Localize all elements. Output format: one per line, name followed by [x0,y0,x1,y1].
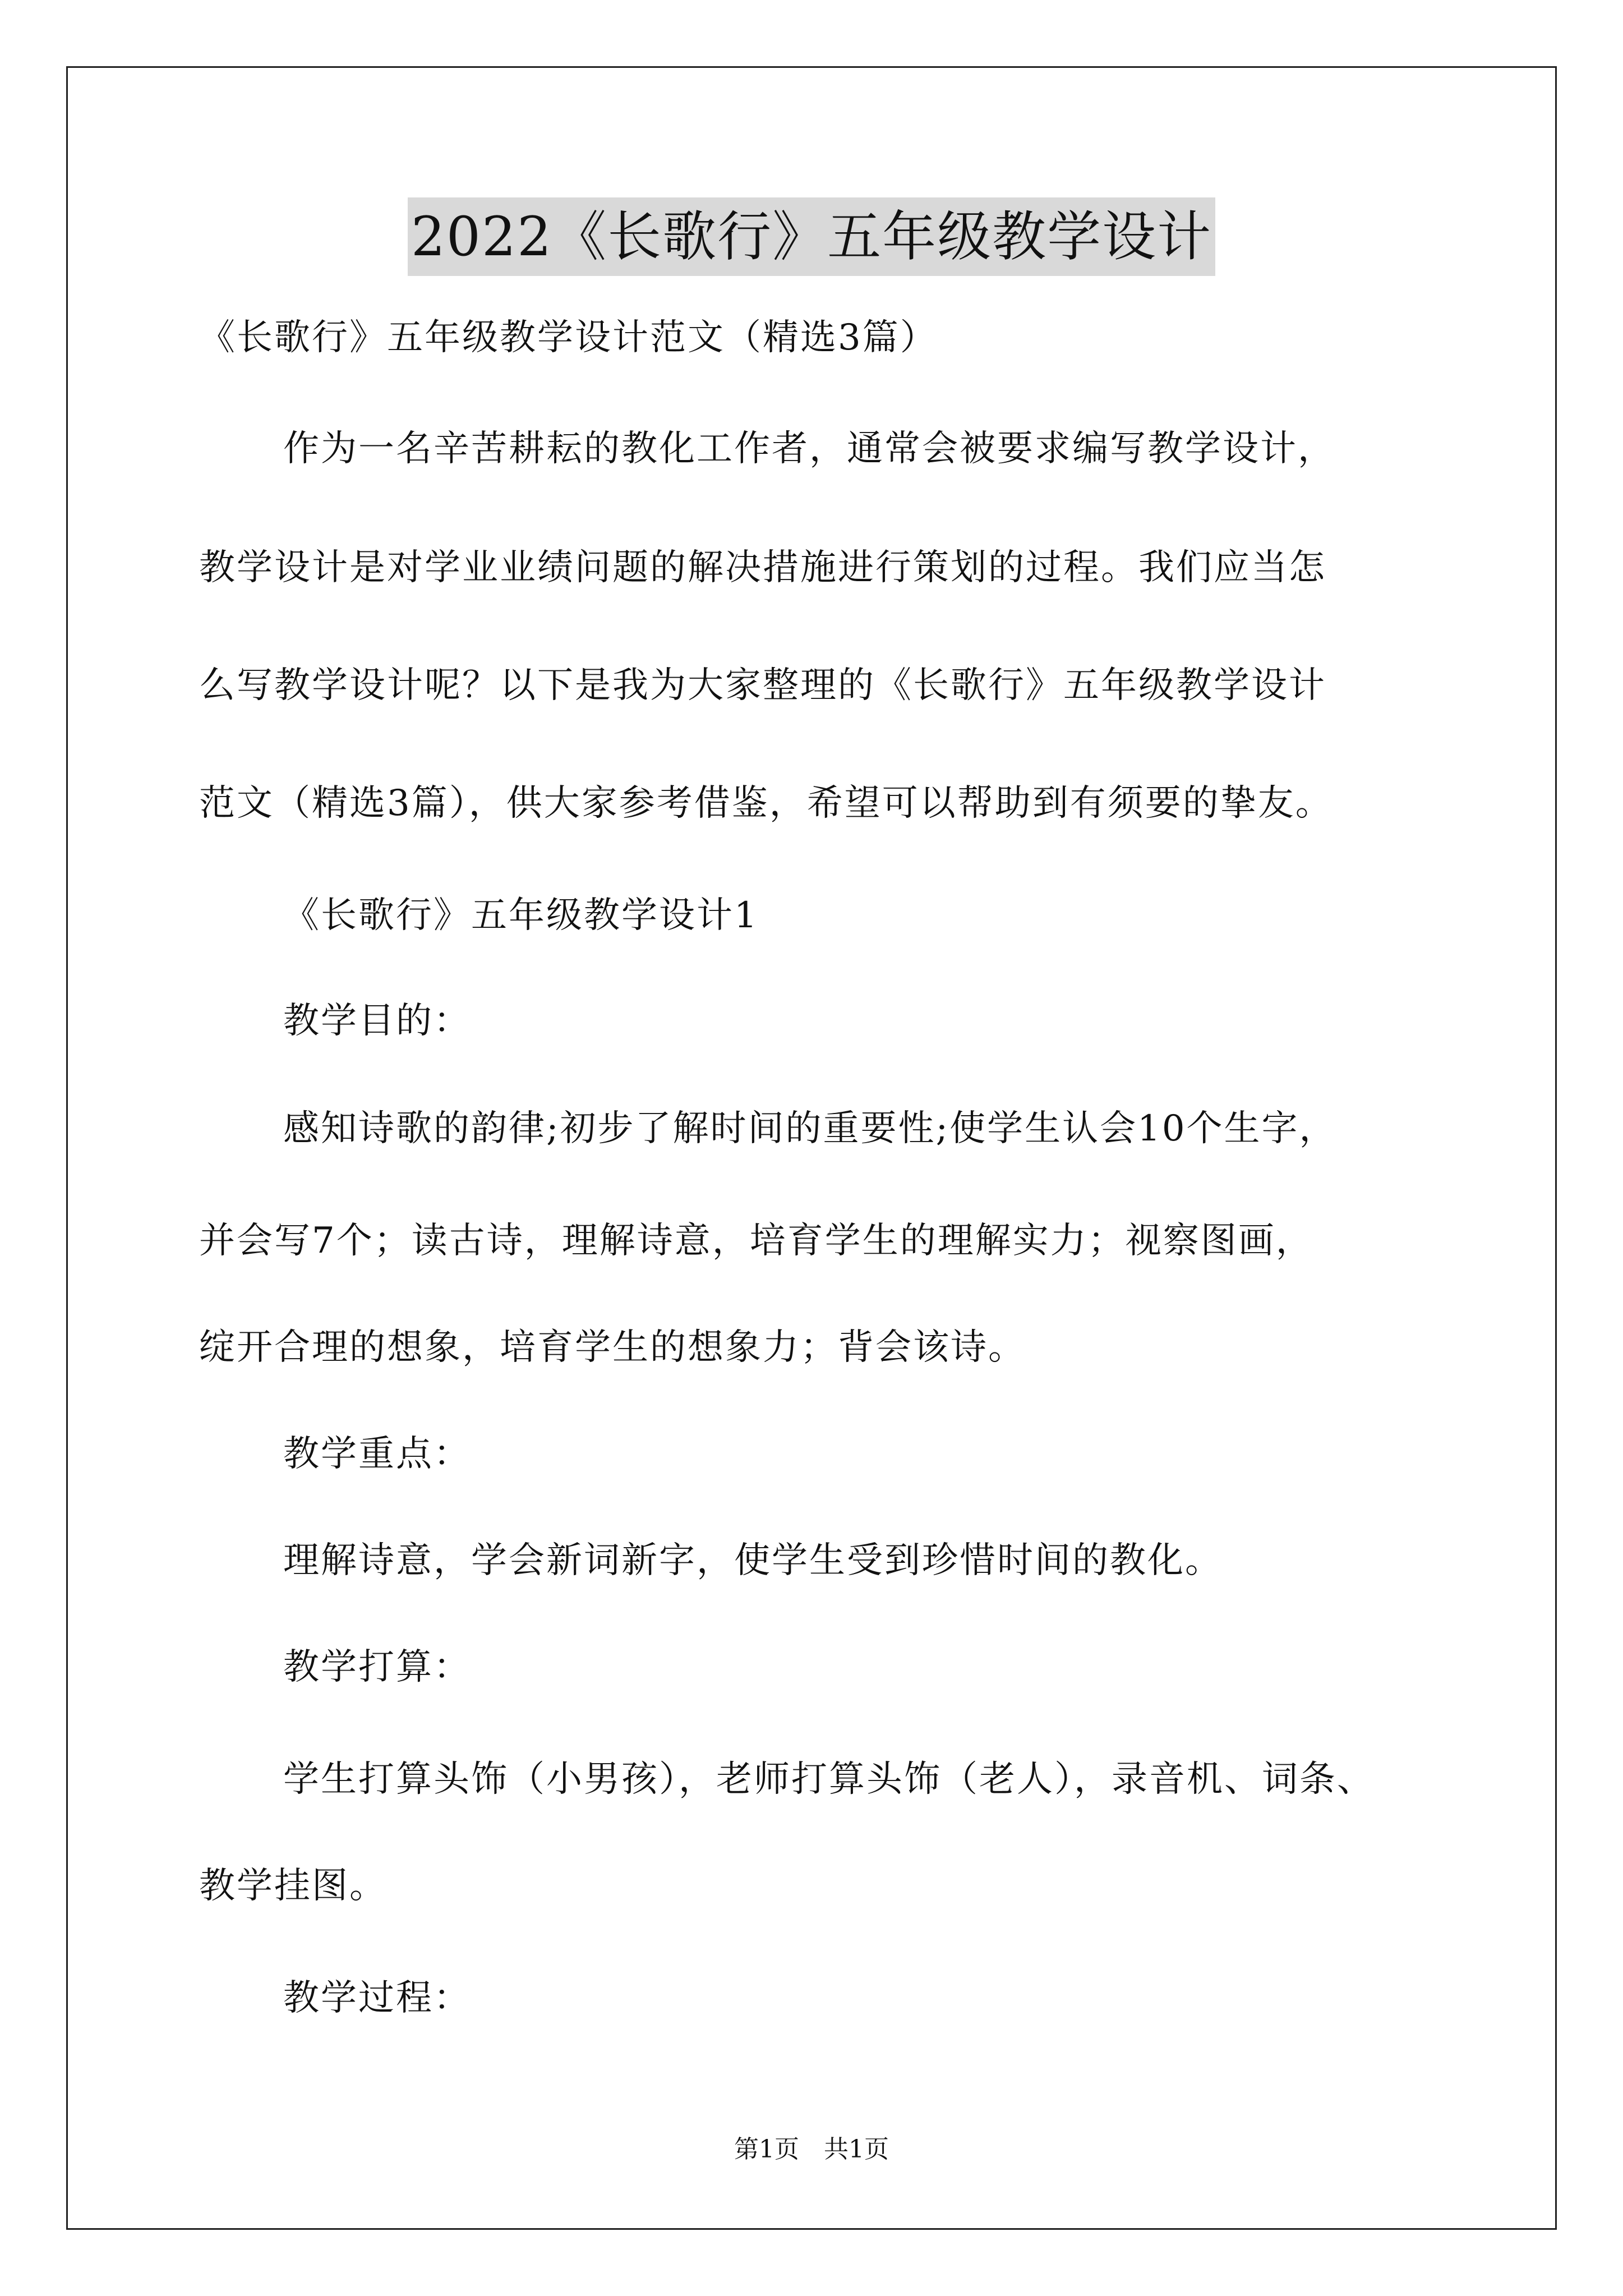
subtitle-line: 《长歌行》五年级教学设计范文（精选3篇） [199,317,938,358]
section-label-objectives: 教学目的： [283,1000,471,1042]
section-heading: 《长歌行》五年级教学设计1 [283,895,759,936]
document-title: 2022《长歌行》五年级教学设计 [408,197,1215,276]
paragraph-line: 教学设计是对学业业绩问题的解决措施进行策划的过程。我们应当怎 [199,547,1326,588]
paragraph-line: 学生打算头饰（小男孩），老师打算头饰（老人），录音机、词条、 [283,1759,1375,1800]
section-label-preparation: 教学打算： [283,1646,471,1688]
section-label-focus: 教学重点： [283,1433,471,1475]
paragraph-line: 感知诗歌的韵律;初步了解时间的重要性;使学生认会10个生字， [283,1108,1337,1149]
page-footer: 第1页 共1页 [734,2135,889,2164]
title-container [0,197,1623,276]
paragraph-line: 作为一名辛苦耕耘的教化工作者，通常会被要求编写教学设计， [283,428,1335,470]
paragraph-line: 教学挂图。 [199,1865,387,1907]
paragraph-line: 么写教学设计呢？以下是我为大家整理的《长歌行》五年级教学设计 [199,665,1326,706]
paragraph-line: 并会写7个；读古诗，理解诗意，培育学生的理解实力；视察图画， [199,1220,1313,1262]
paragraph-line: 范文（精选3篇），供大家参考借鉴，希望可以帮助到有须要的挚友。 [199,783,1333,824]
section-label-process: 教学过程： [283,1977,471,2019]
paragraph-line: 理解诗意，学会新词新字，使学生受到珍惜时间的教化。 [283,1540,1223,1581]
paragraph-line: 绽开合理的想象，培育学生的想象力；背会该诗。 [199,1327,1026,1368]
